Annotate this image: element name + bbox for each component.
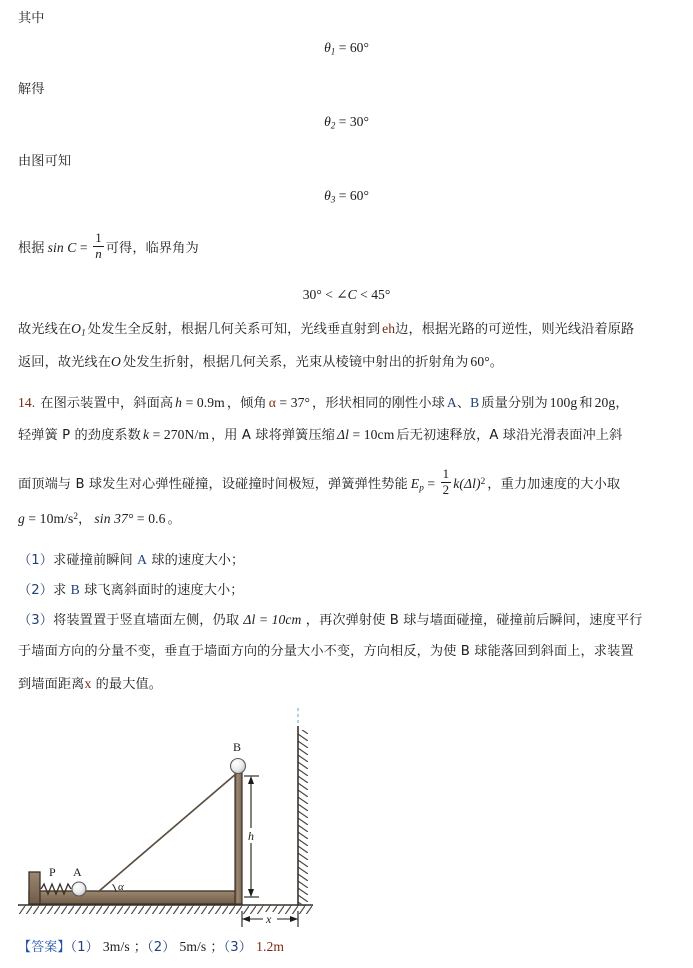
figure-label-a: A <box>73 865 82 879</box>
stem-p1: 在图示装置中，斜面高 <box>40 396 174 411</box>
problem-stem-line2: 轻弹簧 P 的劲度系数 k = 270N/m ，用 A 球将弹簧压缩 Δl = 10cm 后无初速释放，A 球沿光滑表面冲上斜 <box>18 427 623 443</box>
height-symbol: h <box>175 395 183 410</box>
sin37-value: 0.6 <box>148 511 166 527</box>
text-critical-angle-formula: 根据 sin C = $\frac{1}{n}$ 可得，临界角为 <box>18 230 199 261</box>
alpha-symbol: α <box>268 395 276 410</box>
text-youtukezhi: 由图可知 <box>18 154 72 169</box>
stem-p10: 面顶端与 B 球发生对心弹性碰撞，设碰撞时间极短，弹簧弹性势能 <box>18 477 408 493</box>
answer-1-num: （1） <box>70 940 99 955</box>
critical-angle-symbol: ∠C <box>336 287 357 302</box>
subq2-ball: B <box>70 582 80 597</box>
tr-part5: 处发生折射，根据几何关系，光束从棱镜中射出的折射角为 <box>122 355 469 370</box>
ball-b-figure <box>231 759 246 774</box>
subq3-text-b: ，再次弹射使 B 球与墙面碰撞，碰撞前后瞬间，速度平行 <box>301 613 643 628</box>
tr-part4: 返回，故光线在 <box>18 355 112 370</box>
edge-eh-symbol: eh <box>382 321 396 336</box>
sin-c-symbol: sin C <box>47 240 77 256</box>
theta1-value: 60 <box>349 40 364 55</box>
figure-label-b: B <box>233 740 242 754</box>
ball-b-label-stem: B <box>470 395 480 410</box>
text-total-reflection-line2 <box>18 355 503 370</box>
compression-symbol: Δl <box>337 427 349 442</box>
apparatus-base <box>29 872 241 904</box>
subq2-text-a: 求 <box>53 583 71 598</box>
problem-stem-line4: $g = 10m/s^2$， sin 37° = 0.6 。 <box>18 511 181 528</box>
equation-theta2: $\theta_2 = 30^\circ$ <box>324 114 369 131</box>
stem-p13: 。 <box>167 512 181 528</box>
mass-b-value: 20g <box>594 395 616 410</box>
physics-diagram <box>18 706 368 932</box>
problem-number: 14. <box>18 395 36 410</box>
answer-2-value: 5m/s <box>179 939 207 954</box>
answer-3-value: 1.2m <box>256 939 285 954</box>
text-qizhong: 其中 <box>18 11 45 26</box>
subq1-label: （1） <box>18 553 54 568</box>
stem-p9: 后无初速释放，A 球沿光滑表面冲上斜 <box>396 428 623 443</box>
fraction-one-over-n <box>93 232 104 261</box>
tr-part6: 。 <box>489 355 504 370</box>
answer-line <box>18 940 284 955</box>
answer-label: 【答案】 <box>18 940 71 955</box>
theta2-unit: ° <box>363 114 369 129</box>
critical-upper: 45° <box>371 287 391 302</box>
stem-p5: 和 <box>579 396 593 411</box>
half-numerator: 1 <box>442 466 450 481</box>
theta3-value: 60 <box>349 188 364 203</box>
refraction-angle-value: 60° <box>470 354 490 369</box>
subquestion-1 <box>18 553 244 568</box>
height-value: 0.9m <box>196 395 225 410</box>
distance-x-symbol: x <box>84 676 92 691</box>
tr-part3: 边，根据光路的可逆性，则光线沿着原路 <box>395 322 635 337</box>
subq3-line3-a: 到墙面距离 <box>18 677 85 692</box>
alpha-value: 37° <box>290 395 311 410</box>
elastic-pe-expression: k(Δl) <box>453 476 481 492</box>
answer-3-num: （3） <box>223 940 253 955</box>
answer-2-num: （2） <box>147 940 176 955</box>
subq2-label: （2） <box>18 583 54 598</box>
subq1-text-b: 球的速度大小； <box>147 553 245 568</box>
equation-theta1: $\theta_1 = 60^\circ$ <box>324 40 369 57</box>
stem-p12: ， <box>78 512 92 528</box>
fraction-one-half <box>441 468 452 497</box>
answer-1-value: 3m/s <box>102 939 130 954</box>
theta3-subscript: 3 <box>330 194 336 205</box>
equation-theta3: $\theta_3 = 60^\circ$ <box>324 188 369 205</box>
vertical-wall <box>298 708 308 906</box>
theta3-unit: ° <box>363 188 369 203</box>
text-total-reflection-line1 <box>18 322 634 338</box>
compression-value: 10cm <box>363 427 395 442</box>
ball-a-figure <box>72 882 86 896</box>
subq1-ball: A <box>137 552 148 567</box>
subq2-text-b: 球飞离斜面时的速度大小； <box>79 583 244 598</box>
figure-label-alpha: α <box>118 881 124 893</box>
spring-constant-symbol: k <box>142 427 150 442</box>
stem-p2: ，倾角 <box>226 396 267 411</box>
mass-a-value: 100g <box>549 395 578 410</box>
incline-line <box>98 773 237 892</box>
stem-p4: 质量分别为 <box>481 396 548 411</box>
figure-label-x: x <box>266 912 272 926</box>
genju-suffix: 可得，临界角为 <box>105 241 199 257</box>
subq1-text-a: 求碰撞前瞬间 <box>53 553 138 568</box>
fraction-numerator: 1 <box>95 230 102 245</box>
theta1-subscript: 1 <box>330 46 336 57</box>
point-o-symbol: O <box>111 354 121 369</box>
gravity-symbol: g <box>18 511 25 527</box>
figure-label-p: P <box>49 865 56 879</box>
tr-part2: 处发生全反射，根据几何关系可知，光线垂直射到 <box>87 322 381 337</box>
gravity-value: 10m/s <box>39 511 74 527</box>
genju-prefix: 根据 <box>18 241 45 257</box>
text-jiede: 解得 <box>18 82 45 97</box>
point-o1-symbol: O <box>71 321 82 336</box>
stem-p7: 轻弹簧 P 的劲度系数 <box>18 428 141 443</box>
theta2-value: 30 <box>349 114 364 129</box>
stem-p11: ，重力加速度的大小取 <box>487 477 621 493</box>
stem-p3: ，形状相同的刚性小球 <box>312 396 445 411</box>
theta1-unit: ° <box>363 40 369 55</box>
subq3-line3-b: 的最大值。 <box>91 677 163 692</box>
subquestion-3-line1 <box>18 613 642 628</box>
stem-p8: ，用 A 球将弹簧压缩 <box>211 428 336 443</box>
equation-critical-range: 30° < ∠C < 45° <box>302 287 391 302</box>
subquestion-3-line2: 于墙面方向的分量不变，垂直于墙面方向的分量大小不变，方向相反，为使 B 球能落回到斜面上，求装置 <box>18 644 634 659</box>
stem-p6: ， <box>615 396 629 411</box>
sin37-symbol: sin 37° <box>94 511 134 527</box>
critical-lower: 30° <box>302 287 322 302</box>
gravity-power: 2 <box>73 511 79 521</box>
stem-dun: 、 <box>456 396 471 411</box>
ball-a-label-stem: A <box>446 395 457 410</box>
half-denominator: 2 <box>442 481 450 497</box>
subquestion-3-line3 <box>18 677 162 692</box>
subq3-compression: Δl = 10cm <box>243 612 302 627</box>
subquestion-2 <box>18 583 244 598</box>
elastic-pe-subscript: p <box>419 482 424 493</box>
tr-part1: 故光线在 <box>18 322 72 337</box>
elastic-pe-power: 2 <box>480 475 486 486</box>
fraction-denominator: n <box>95 245 102 261</box>
point-o1-subscript: 1 <box>81 327 86 338</box>
spring-constant-value: 270N/m <box>163 427 210 442</box>
vertical-post <box>235 771 242 904</box>
subq3-label: （3） <box>18 613 54 628</box>
answer-sep-2: ； <box>210 940 224 955</box>
figure-label-h: h <box>248 829 254 843</box>
problem-stem-line3: 面顶端与 B 球发生对心弹性碰撞，设碰撞时间极短，弹簧弹性势能 $E_p$ = $\frac{1}{2}$ $k(\Delta l)^2$ ，重力加速度的大小取 <box>18 466 621 497</box>
theta2-subscript: 2 <box>330 120 336 131</box>
elastic-pe-symbol: E <box>410 476 420 492</box>
problem-stem-line1: 14. 在图示装置中，斜面高 h = 0.9m ，倾角 α = 37° ，形状相同的刚性小球 A、B 质量分别为 100g 和 20g， <box>18 395 629 411</box>
subq3-text-a: 将装置置于竖直墙面左侧，仍取 <box>53 613 244 628</box>
answer-sep-1: ； <box>133 940 148 955</box>
